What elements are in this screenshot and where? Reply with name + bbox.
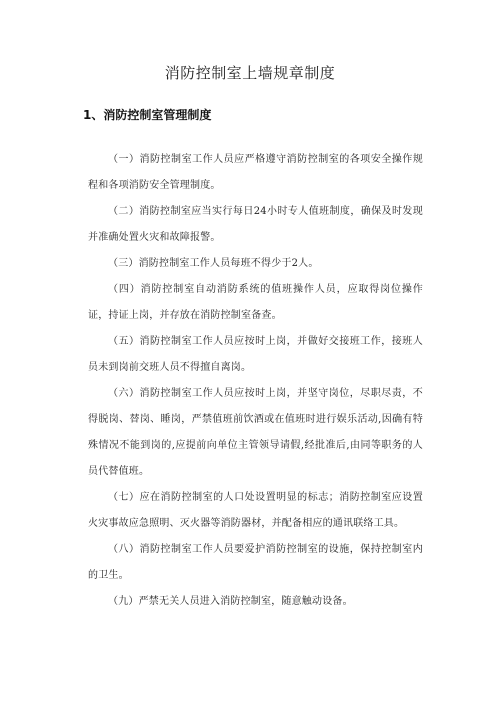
clause-8: （八）消防控制室工作人员要爱护消防控制室的设施，保持控制室内的卫生。 (88, 544, 423, 581)
clause-4: （四）消防控制室自动消防系统的值班操作人员，应取得岗位操作证，持证上岗，并存放在消防控制室备查。 (88, 284, 423, 321)
clause-5: （五）消防控制室工作人员应按时上岗，并做好交接班工作，接班人员未到岗前交班人员不得擅自离岗。 (88, 336, 423, 373)
clause-9: （九）严禁无关人员进入消防控制室，随意触动设备。 (108, 596, 353, 607)
clause-list (88, 147, 423, 615)
clause-7: （七）应在消防控制室的人口处设置明显的标志；消防控制室应设置火灾事故应急照明、灭火器等消防器材，并配备相应的通讯联络工具。 (88, 492, 423, 529)
document-title: 消防控制室上墙规章制度 (164, 64, 336, 82)
clause-6: （六）消防控制室工作人员应按时上岗，并坚守岗位，尽职尽责，不得脱岗、替岗、睡岗，严禁值班前饮酒或在值班时进行娱乐活动,因确有特殊情况不能到岗的,应提前向单位主管领导请假,经批准后,由同等职务的人员代替值班。 (88, 388, 423, 477)
clause-2: （二）消防控制室应当实行每日24小时专人值班制度，确保及时发现并准确处置火灾和故障报警。 (88, 206, 423, 243)
section-heading: 1、消防控制室管理制度 (83, 108, 212, 122)
clause-3: （三）消防控制室工作人员每班不得少于2人。 (108, 258, 319, 269)
clause-1: （一）消防控制室工作人员应严格遵守消防控制室的各项安全操作规程和各项消防安全管理制度。 (88, 154, 423, 191)
